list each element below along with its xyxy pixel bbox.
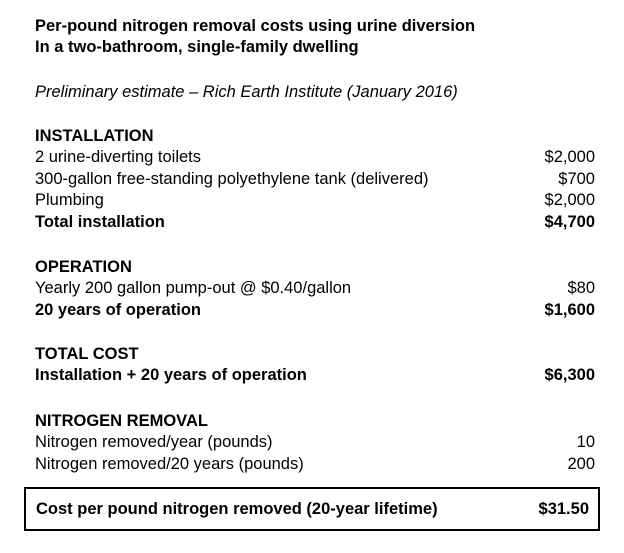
nitrogen-removal-heading: NITROGEN REMOVAL: [35, 412, 208, 430]
row-value: 10: [576, 433, 595, 451]
summary-value: $31.50: [538, 499, 589, 518]
total-value: $6,300: [544, 366, 595, 384]
row-label: Yearly 200 gallon pump-out @ $0.40/gallon: [35, 279, 352, 297]
installation-section: [35, 126, 595, 233]
installation-row-toilets: [35, 147, 595, 169]
row-label: Nitrogen removed/20 years (pounds): [35, 454, 304, 473]
title-line-2: In a two-bathroom, single-family dwelling: [35, 38, 359, 56]
operation-heading: OPERATION: [35, 258, 132, 276]
row-value: $80: [567, 279, 595, 297]
total-label: Installation + 20 years of operation: [35, 366, 307, 384]
installation-row-plumbing: [35, 190, 595, 212]
installation-row-tank: [35, 169, 595, 191]
row-label: 2 urine-diverting toilets: [35, 148, 201, 166]
document-subtitle: Preliminary estimate – Rich Earth Institute (January 2016): [35, 83, 458, 101]
document-title: [35, 16, 595, 58]
total-cost-section: [35, 344, 595, 387]
total-value: $1,600: [544, 300, 595, 319]
row-value: $2,000: [544, 191, 595, 209]
installation-heading: INSTALLATION: [35, 127, 154, 145]
total-cost-heading: TOTAL COST: [35, 345, 139, 363]
row-value: 200: [567, 454, 595, 473]
row-label: 300-gallon free-standing polyethylene tank (delivered): [35, 169, 429, 188]
operation-section: [35, 257, 595, 321]
nitrogen-row-per-year: [35, 432, 595, 454]
operation-total-row: [35, 300, 595, 322]
nitrogen-removal-section: [35, 411, 595, 475]
summary-label: Cost per pound nitrogen removed (20-year lifetime): [36, 499, 438, 518]
total-value: $4,700: [544, 212, 595, 231]
title-line-1: Per-pound nitrogen removal costs using urine diversion: [35, 17, 476, 35]
operation-row-pumpout: [35, 278, 595, 300]
installation-total-row: [35, 212, 595, 234]
total-label: Total installation: [35, 212, 165, 231]
row-label: Nitrogen removed/year (pounds): [35, 433, 273, 451]
total-cost-row: [35, 365, 595, 387]
row-label: Plumbing: [35, 191, 104, 209]
row-value: $700: [558, 169, 595, 188]
nitrogen-row-20-years: [35, 454, 595, 476]
cost-per-pound-summary: [24, 487, 600, 531]
total-label: 20 years of operation: [35, 300, 201, 319]
row-value: $2,000: [544, 148, 595, 166]
